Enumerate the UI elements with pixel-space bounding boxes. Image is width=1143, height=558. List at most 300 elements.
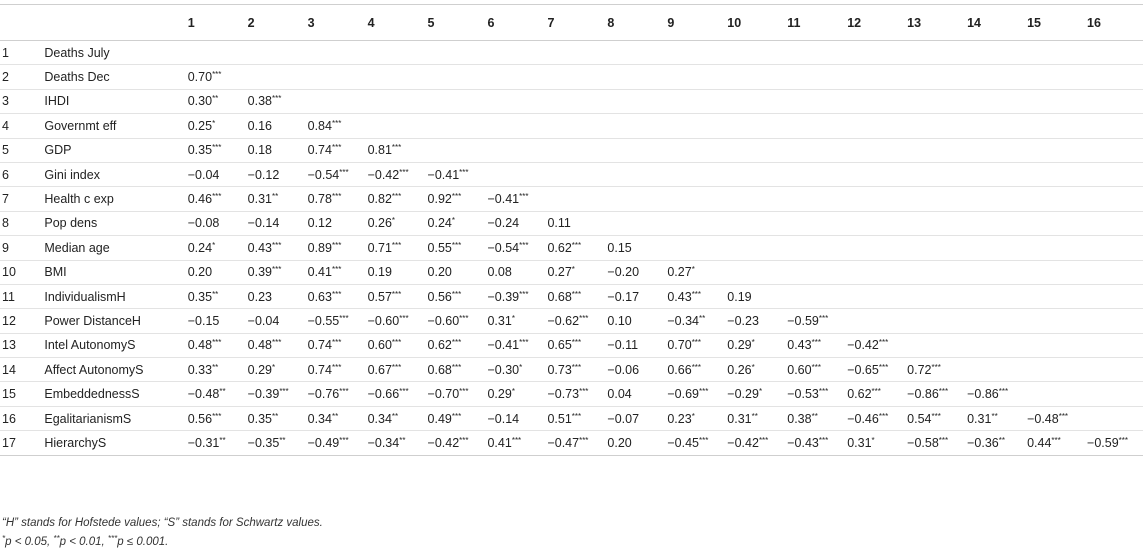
correlation-cell <box>364 236 424 260</box>
correlation-cell <box>843 406 903 430</box>
coefficient-value: −0.11 <box>607 338 639 353</box>
table-row <box>0 406 1143 430</box>
coefficient-value: 0.18 <box>247 143 273 158</box>
significance-stars: ** <box>219 435 226 445</box>
correlation-cell <box>483 162 543 186</box>
correlation-cell <box>424 138 484 162</box>
coefficient-value: 0.20 <box>187 265 213 280</box>
correlation-cell <box>663 187 723 211</box>
significance-stars: *** <box>391 240 402 250</box>
correlation-cell <box>723 65 783 89</box>
coefficient-value: 0.89 <box>307 240 332 255</box>
significance-stars: *** <box>818 313 829 323</box>
correlation-cell <box>483 65 543 89</box>
coefficient-value: 0.72 <box>907 362 932 377</box>
coefficient-value: 0.49 <box>427 411 452 426</box>
correlation-cell <box>304 284 364 308</box>
correlation-cell <box>1083 41 1143 65</box>
correlation-cell <box>244 138 304 162</box>
correlation-cell <box>244 162 304 186</box>
correlation-cell <box>483 358 543 382</box>
coefficient-value: −0.23 <box>727 313 759 328</box>
correlation-cell <box>244 406 304 430</box>
correlation-cell <box>1023 309 1083 333</box>
correlation-cell <box>543 358 603 382</box>
significance-stars: *** <box>331 265 342 275</box>
correlation-cell <box>244 65 304 89</box>
column-header: 4 <box>364 5 424 41</box>
significance-stars: *** <box>212 143 222 153</box>
row-variable-label: EmbeddednessS <box>40 382 183 406</box>
correlation-cell <box>1023 382 1083 406</box>
coefficient-value: −0.06 <box>607 362 640 377</box>
correlation-cell <box>723 114 783 138</box>
significance-stars: *** <box>212 338 222 348</box>
correlation-cell <box>364 114 424 138</box>
correlation-cell <box>424 382 484 406</box>
correlation-cell <box>723 358 783 382</box>
significance-stars: *** <box>331 118 342 128</box>
correlation-cell <box>304 162 364 186</box>
correlation-cell <box>244 260 304 284</box>
correlation-cell <box>543 114 603 138</box>
footnote-stars: ** <box>53 534 60 543</box>
row-variable-label: BMI <box>40 260 183 284</box>
correlation-cell <box>1083 382 1143 406</box>
coefficient-value: −0.35 <box>247 435 280 450</box>
significance-stars: *** <box>399 167 409 177</box>
correlation-cell <box>424 211 484 235</box>
significance-stars: *** <box>811 362 821 372</box>
correlation-cell <box>1083 236 1143 260</box>
correlation-cell <box>424 89 484 113</box>
column-header: 10 <box>723 5 783 41</box>
coefficient-value: 0.30 <box>187 94 213 109</box>
correlation-cell <box>783 162 843 186</box>
correlation-cell <box>843 89 903 113</box>
correlation-cell <box>543 162 603 186</box>
coefficient-value: 0.20 <box>607 435 632 450</box>
correlation-cell <box>963 187 1023 211</box>
significance-stars: ** <box>751 411 758 421</box>
correlation-cell <box>1023 236 1083 260</box>
coefficient-value: −0.70 <box>427 387 460 402</box>
significance-stars: * <box>751 338 755 348</box>
correlation-cell <box>543 138 603 162</box>
correlation-cell <box>663 65 723 89</box>
correlation-cell <box>783 406 843 430</box>
correlation-cell <box>843 65 903 89</box>
correlation-cell <box>963 260 1023 284</box>
row-number: 17 <box>0 431 40 455</box>
coefficient-value: −0.14 <box>247 216 280 231</box>
coefficient-value: −0.73 <box>547 387 580 402</box>
correlation-cell <box>364 260 424 284</box>
correlation-cell <box>184 382 244 406</box>
correlation-cell <box>903 41 963 65</box>
correlation-cell <box>663 358 723 382</box>
significance-stars: ** <box>212 289 219 299</box>
coefficient-value: 0.82 <box>367 192 392 207</box>
significance-stars: *** <box>811 338 821 348</box>
correlation-cell <box>543 65 603 89</box>
correlation-cell <box>483 41 543 65</box>
correlation-cell <box>244 309 304 333</box>
column-header: 7 <box>543 5 603 41</box>
correlation-cell <box>723 333 783 357</box>
correlation-cell <box>903 138 963 162</box>
coefficient-value: −0.48 <box>187 387 220 402</box>
correlation-cell <box>723 211 783 235</box>
significance-stars: * <box>519 362 523 372</box>
significance-stars: *** <box>272 265 282 275</box>
coefficient-value: −0.15 <box>187 313 220 328</box>
correlation-cell <box>1083 114 1143 138</box>
significance-stars: * <box>212 118 216 128</box>
coefficient-value: −0.42 <box>427 435 460 450</box>
correlation-cell <box>723 284 783 308</box>
correlation-cell <box>783 260 843 284</box>
coefficient-value: 0.55 <box>427 240 452 255</box>
significance-stars: *** <box>451 192 462 202</box>
footnote-significance <box>2 533 323 552</box>
row-variable-label: Intel AutonomyS <box>40 333 183 357</box>
significance-stars: ** <box>279 435 286 445</box>
significance-stars: *** <box>279 387 289 397</box>
correlation-cell <box>903 260 963 284</box>
row-variable-label: Affect AutonomyS <box>40 358 183 382</box>
correlation-cell <box>723 309 783 333</box>
table-body <box>0 41 1143 456</box>
significance-stars: *** <box>571 289 582 299</box>
significance-stars: *** <box>212 192 222 202</box>
correlation-cell <box>903 65 963 89</box>
coefficient-value: 0.43 <box>787 338 812 353</box>
correlation-cell <box>1083 162 1143 186</box>
correlation-cell <box>783 309 843 333</box>
coefficient-value: 0.74 <box>307 338 332 353</box>
coefficient-value: −0.29 <box>727 387 759 402</box>
significance-stars: * <box>571 265 575 275</box>
correlation-cell <box>723 162 783 186</box>
significance-stars: * <box>511 313 515 323</box>
correlation-cell <box>543 333 603 357</box>
correlation-cell <box>424 358 484 382</box>
correlation-cell <box>304 138 364 162</box>
correlation-cell <box>1023 114 1083 138</box>
coefficient-value: −0.31 <box>187 435 220 450</box>
correlation-cell <box>603 187 663 211</box>
significance-stars: *** <box>212 411 222 421</box>
significance-stars: *** <box>391 362 402 372</box>
correlation-cell <box>1083 358 1143 382</box>
row-variable-label: Power DistanceH <box>40 309 183 333</box>
coefficient-value: 0.41 <box>307 265 332 280</box>
column-header: 14 <box>963 5 1023 41</box>
coefficient-value: 0.15 <box>607 240 632 255</box>
correlation-cell <box>483 284 543 308</box>
coefficient-value: 0.70 <box>667 338 692 353</box>
significance-stars: * <box>751 362 755 372</box>
correlation-cell <box>184 187 244 211</box>
significance-stars: *** <box>339 435 349 445</box>
significance-stars: * <box>758 387 763 397</box>
correlation-cell <box>483 406 543 430</box>
coefficient-value: −0.42 <box>727 435 759 450</box>
correlation-cell <box>364 284 424 308</box>
correlation-cell <box>903 236 963 260</box>
significance-stars: *** <box>339 313 349 323</box>
correlation-cell <box>364 333 424 357</box>
column-header: 16 <box>1083 5 1143 41</box>
correlation-cell <box>424 431 484 455</box>
correlation-cell <box>304 65 364 89</box>
correlation-cell <box>424 284 484 308</box>
row-number: 6 <box>0 162 40 186</box>
correlation-cell <box>364 162 424 186</box>
correlation-cell <box>903 114 963 138</box>
correlation-cell <box>843 138 903 162</box>
row-number: 11 <box>0 284 40 308</box>
correlation-cell <box>424 162 484 186</box>
row-variable-label: EgalitarianismS <box>40 406 183 430</box>
coefficient-value: −0.47 <box>547 435 580 450</box>
coefficient-value: −0.39 <box>487 289 520 304</box>
correlation-cell <box>603 284 663 308</box>
correlation-cell <box>903 89 963 113</box>
correlation-cell <box>663 41 723 65</box>
row-number: 8 <box>0 211 40 235</box>
row-number: 1 <box>0 41 40 65</box>
coefficient-value: 0.56 <box>427 289 452 304</box>
table-row <box>0 358 1143 382</box>
correlation-cell <box>843 187 903 211</box>
coefficient-value: 0.68 <box>547 289 572 304</box>
row-variable-label: Deaths July <box>40 41 183 65</box>
significance-stars: *** <box>399 387 409 397</box>
correlation-cell <box>1083 260 1143 284</box>
correlation-cell <box>364 309 424 333</box>
correlation-cell <box>843 114 903 138</box>
table-row <box>0 333 1143 357</box>
correlation-cell <box>843 309 903 333</box>
correlation-cell <box>603 41 663 65</box>
correlation-cell <box>843 162 903 186</box>
significance-stars: *** <box>691 338 702 348</box>
correlation-cell <box>1023 89 1083 113</box>
coefficient-value: −0.60 <box>427 313 460 328</box>
significance-stars: ** <box>272 411 279 421</box>
significance-stars: *** <box>399 313 409 323</box>
correlation-cell <box>1083 65 1143 89</box>
coefficient-value: −0.42 <box>847 338 879 353</box>
significance-stars: *** <box>938 387 949 397</box>
correlation-cell <box>184 65 244 89</box>
coefficient-value: 0.31 <box>247 192 273 207</box>
correlation-cell <box>424 309 484 333</box>
correlation-cell <box>603 89 663 113</box>
correlation-cell <box>663 284 723 308</box>
correlation-cell <box>424 236 484 260</box>
coefficient-value: 0.41 <box>487 435 512 450</box>
row-number: 14 <box>0 358 40 382</box>
significance-stars: *** <box>391 143 402 153</box>
correlation-cell <box>903 211 963 235</box>
coefficient-value: 0.23 <box>247 289 273 304</box>
correlation-cell <box>783 333 843 357</box>
coefficient-value: −0.62 <box>547 313 580 328</box>
correlation-cell <box>184 211 244 235</box>
row-variable-label: Governmt eff <box>40 114 183 138</box>
correlation-cell <box>1023 211 1083 235</box>
correlation-cell <box>843 382 903 406</box>
row-number: 2 <box>0 65 40 89</box>
significance-stars: * <box>691 411 695 421</box>
significance-stars: *** <box>339 167 349 177</box>
correlation-cell <box>483 211 543 235</box>
coefficient-value: −0.65 <box>847 362 879 377</box>
correlation-cell <box>723 236 783 260</box>
correlation-cell <box>184 309 244 333</box>
correlation-cell <box>963 358 1023 382</box>
correlation-cell <box>963 114 1023 138</box>
coefficient-value: 0.43 <box>667 289 692 304</box>
table-row <box>0 284 1143 308</box>
correlation-cell <box>1023 187 1083 211</box>
correlation-cell <box>364 41 424 65</box>
significance-stars: *** <box>871 387 881 397</box>
column-header: 12 <box>843 5 903 41</box>
correlation-cell <box>663 406 723 430</box>
correlation-cell <box>603 65 663 89</box>
correlation-cell <box>364 358 424 382</box>
significance-stars: *** <box>691 362 702 372</box>
coefficient-value: 0.34 <box>307 411 332 426</box>
correlation-cell <box>963 406 1023 430</box>
coefficient-value: 0.48 <box>187 338 213 353</box>
significance-stars: *** <box>571 240 582 250</box>
correlation-cell <box>304 406 364 430</box>
significance-stars: *** <box>391 338 402 348</box>
correlation-cell <box>663 114 723 138</box>
correlation-cell <box>304 358 364 382</box>
coefficient-value: 0.46 <box>187 192 213 207</box>
correlation-cell <box>783 236 843 260</box>
correlation-cell <box>783 65 843 89</box>
coefficient-value: −0.20 <box>607 265 640 280</box>
column-header: 11 <box>783 5 843 41</box>
significance-stars: ** <box>272 192 279 202</box>
significance-stars: *** <box>571 338 582 348</box>
significance-stars: *** <box>451 411 462 421</box>
coefficient-value: 0.10 <box>607 313 632 328</box>
table-footnotes <box>2 514 323 552</box>
coefficient-value: −0.39 <box>247 387 280 402</box>
correlation-cell <box>244 89 304 113</box>
coefficient-value: 0.38 <box>247 94 273 109</box>
correlation-cell <box>184 236 244 260</box>
coefficient-value: 0.44 <box>1027 435 1052 450</box>
correlation-cell <box>663 309 723 333</box>
coefficient-value: 0.70 <box>187 70 213 85</box>
significance-stars: *** <box>579 435 589 445</box>
correlation-cell <box>184 41 244 65</box>
correlation-cell <box>783 138 843 162</box>
coefficient-value: −0.54 <box>487 240 520 255</box>
coefficient-value: 0.08 <box>487 265 512 280</box>
correlation-cell <box>364 65 424 89</box>
correlation-cell <box>903 382 963 406</box>
coefficient-value: −0.04 <box>187 167 220 182</box>
correlation-cell <box>843 41 903 65</box>
significance-stars: *** <box>1051 435 1061 445</box>
coefficient-value: −0.17 <box>607 289 640 304</box>
coefficient-value: −0.76 <box>307 387 340 402</box>
correlation-cell <box>244 236 304 260</box>
significance-stars: *** <box>339 387 349 397</box>
correlation-cell <box>843 211 903 235</box>
coefficient-value: 0.35 <box>247 411 273 426</box>
footnote-abbreviations: “H” stands for Hofstede values; “S” stands for Schwartz values. <box>2 517 323 529</box>
correlation-cell <box>1083 89 1143 113</box>
table-row <box>0 41 1143 65</box>
significance-stars: *** <box>459 167 469 177</box>
correlation-cell <box>783 41 843 65</box>
correlation-cell <box>1083 431 1143 455</box>
coefficient-value: 0.31 <box>727 411 752 426</box>
correlation-cell <box>244 358 304 382</box>
correlation-cell <box>963 333 1023 357</box>
correlation-cell <box>783 284 843 308</box>
significance-stars: ** <box>399 435 406 445</box>
table-row <box>0 162 1143 186</box>
correlation-cell <box>424 65 484 89</box>
significance-stars: ** <box>391 411 399 421</box>
correlation-cell <box>963 284 1023 308</box>
correlation-cell <box>364 187 424 211</box>
correlation-cell <box>304 187 364 211</box>
significance-stars: * <box>511 387 515 397</box>
row-number: 13 <box>0 333 40 357</box>
correlation-cell <box>903 284 963 308</box>
significance-stars: *** <box>698 387 709 397</box>
correlation-cell <box>663 333 723 357</box>
coefficient-value: 0.56 <box>187 411 213 426</box>
significance-stars: *** <box>998 387 1009 397</box>
correlation-cell <box>783 358 843 382</box>
row-number: 9 <box>0 236 40 260</box>
correlation-cell <box>483 89 543 113</box>
table-row <box>0 65 1143 89</box>
coefficient-value: 0.62 <box>847 387 872 402</box>
correlation-cell <box>244 431 304 455</box>
correlation-cell <box>903 406 963 430</box>
significance-stars: *** <box>818 435 829 445</box>
row-number: 12 <box>0 309 40 333</box>
row-variable-label: Health c exp <box>40 187 183 211</box>
significance-stars: *** <box>818 387 829 397</box>
coefficient-value: 0.12 <box>307 216 332 231</box>
correlation-cell <box>783 382 843 406</box>
significance-stars: *** <box>571 362 582 372</box>
significance-stars: * <box>451 216 455 226</box>
correlation-cell <box>603 236 663 260</box>
correlation-cell <box>1083 187 1143 211</box>
coefficient-value: 0.29 <box>727 338 752 353</box>
coefficient-value: 0.04 <box>607 387 632 402</box>
correlation-cell <box>843 236 903 260</box>
correlation-cell <box>723 187 783 211</box>
